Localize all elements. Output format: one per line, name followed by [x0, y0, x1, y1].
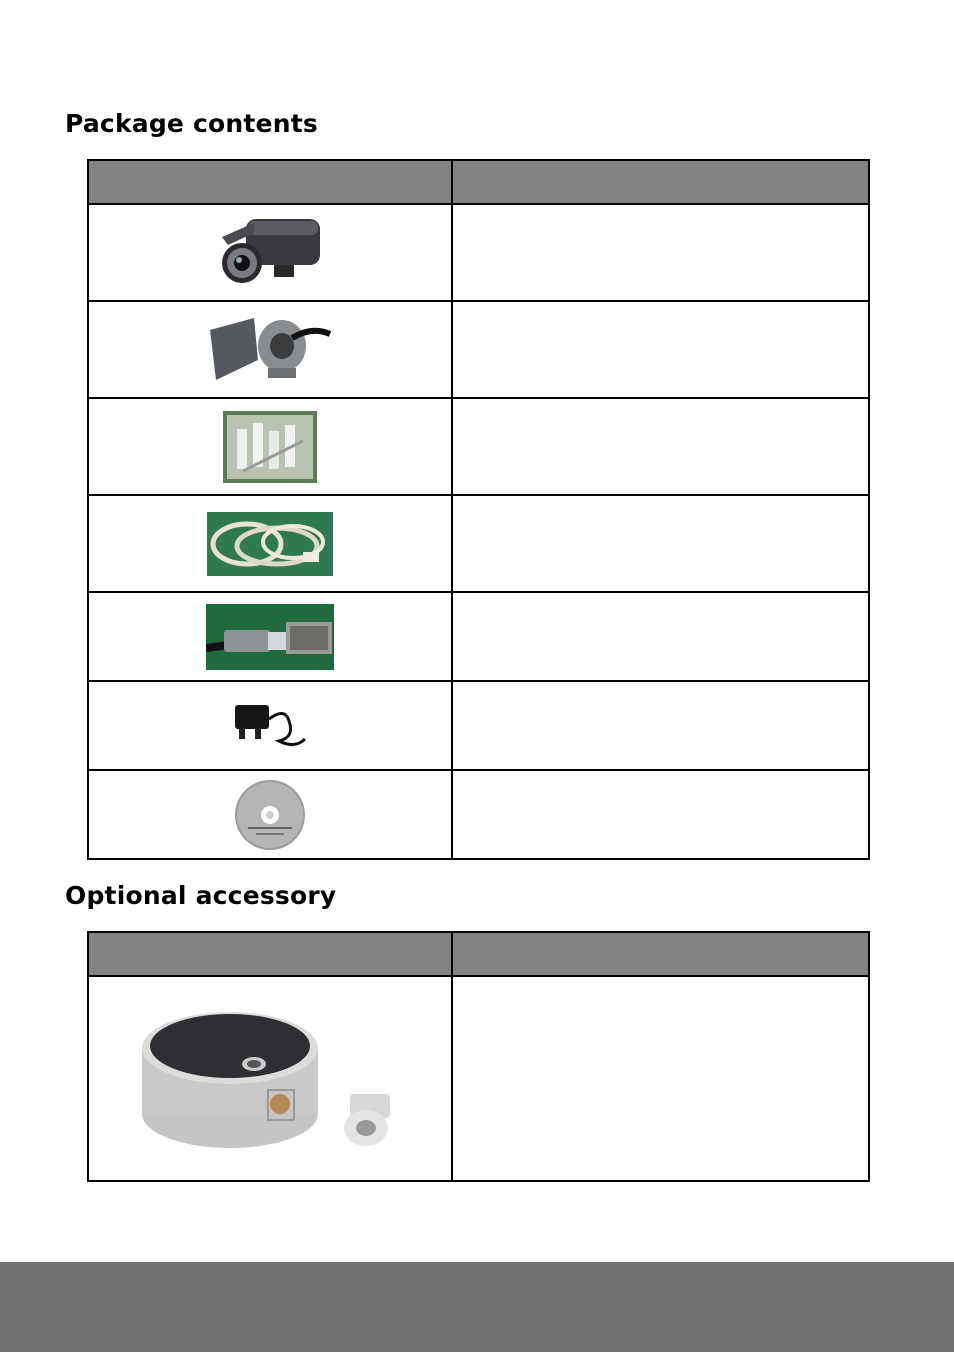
item-picture-cell: [88, 301, 452, 398]
item-picture-cell: [88, 204, 452, 301]
cd-disc-icon: [234, 779, 306, 851]
item-picture-cell: [88, 681, 452, 770]
item-picture-cell: [88, 770, 452, 859]
table-row: [88, 495, 869, 592]
item-picture-cell: [88, 398, 452, 495]
table-row: [88, 681, 869, 770]
item-description-cell: [452, 204, 869, 301]
junction-box-icon: [140, 1004, 400, 1154]
table-row: [88, 976, 869, 1181]
table-row: [88, 398, 869, 495]
camera-bracket-icon: [208, 316, 332, 384]
rj45-coupler-icon: [206, 604, 334, 670]
table-row: [88, 301, 869, 398]
optional-accessory-title: Optional accessory: [65, 881, 337, 910]
header-item-cell: [88, 932, 452, 976]
table-row: [88, 204, 869, 301]
table-header-row: [88, 932, 869, 976]
item-description-cell: [452, 592, 869, 681]
item-description-cell: [452, 976, 869, 1181]
optional-accessory-table: [87, 931, 870, 1182]
ip-camera-icon: [218, 215, 322, 291]
network-cable-icon: [207, 512, 333, 576]
table-row: [88, 770, 869, 859]
table-header-row: [88, 160, 869, 204]
item-description-cell: [452, 681, 869, 770]
item-picture-cell: [88, 495, 452, 592]
header-item-cell: [88, 160, 452, 204]
package-contents-table: [87, 159, 870, 860]
header-description-cell: [452, 932, 869, 976]
header-description-cell: [452, 160, 869, 204]
item-description-cell: [452, 495, 869, 592]
footer-band: [0, 1262, 954, 1352]
item-description-cell: [452, 770, 869, 859]
package-contents-title: Package contents: [65, 109, 318, 138]
screws-bag-icon: [223, 411, 317, 483]
item-picture-cell: [88, 976, 452, 1181]
item-picture-cell: [88, 592, 452, 681]
table-row: [88, 592, 869, 681]
power-adapter-icon: [233, 701, 307, 751]
item-description-cell: [452, 301, 869, 398]
item-description-cell: [452, 398, 869, 495]
